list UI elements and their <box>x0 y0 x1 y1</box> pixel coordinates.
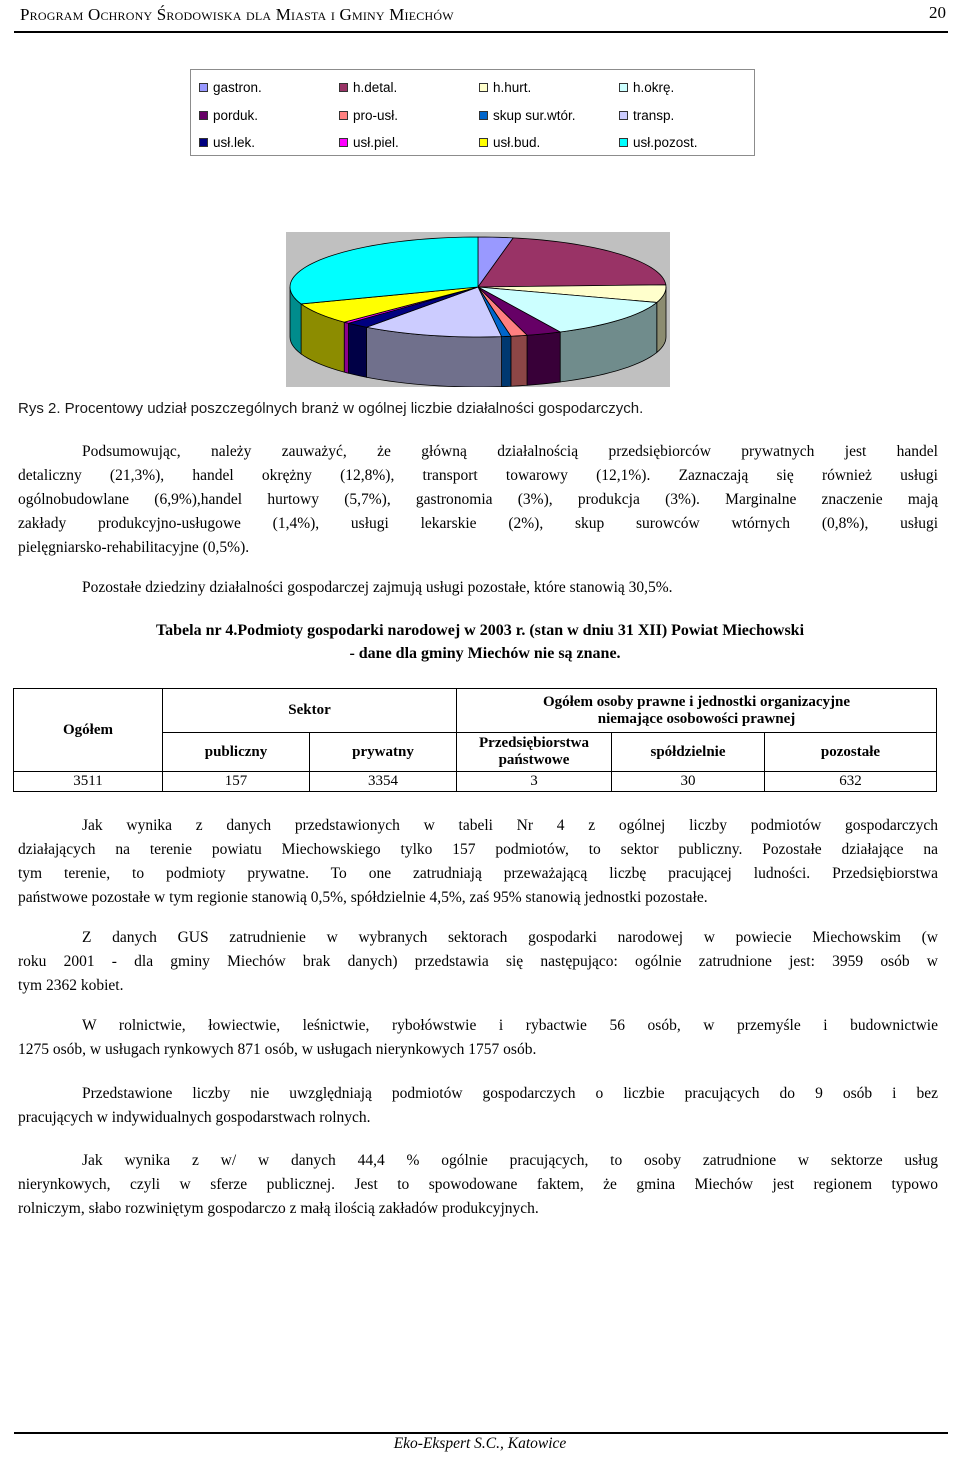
legend-label: usł.lek. <box>213 134 256 150</box>
legend-label: usł.pozost. <box>633 134 698 150</box>
paragraph-line: państwowe pozostałe w tym regionie stanowią 0,5%, spółdzielnie 4,5%, zaś 95% stanowią jednostki pozostałe. <box>18 889 708 906</box>
header-sector: Sektor <box>163 689 457 733</box>
legend-swatch <box>339 83 348 92</box>
header-state-enterprises: Przedsiębiorstwa państwowe <box>457 733 612 772</box>
legend-swatch <box>619 111 628 120</box>
paragraph-sectors <box>0 1014 960 1062</box>
pie-slice-side <box>348 323 366 377</box>
pie-slice-side <box>527 332 560 385</box>
pie-chart <box>286 232 670 387</box>
paragraph-line: Podsumowując, należy zauważyć, że główną działalnością przedsiębiorców prywatnych jest handel <box>82 443 938 460</box>
legend-swatch <box>339 138 348 147</box>
legend-item <box>339 133 399 151</box>
table-cell: 3 <box>457 772 612 792</box>
paragraph-line: roku 2001 - dla gminy Miechów brak danych) przedstawia się następująco: ogólnie zatrudnione jest: 3959 osób w <box>18 953 938 970</box>
pie-top <box>290 237 666 337</box>
paragraph-line: pielęgniarsko-rehabilitacyjne (0,5%). <box>18 539 250 556</box>
legend-item <box>339 106 398 124</box>
legend-label: porduk. <box>213 107 259 123</box>
header-cooperatives: spółdzielnie <box>612 733 765 772</box>
legend-swatch <box>199 111 208 120</box>
legend-label: pro-usł. <box>353 107 399 123</box>
paragraph-excluded <box>0 1082 960 1130</box>
header-total: Ogółem <box>14 689 163 772</box>
header-other: pozostałe <box>765 733 937 772</box>
paragraph-conclusion <box>0 1149 960 1221</box>
legend-swatch <box>479 83 488 92</box>
paragraph-line: Z danych GUS zatrudnienie w wybranych sektorach gospodarki narodowej w powiecie Miechowskim (w <box>82 929 938 946</box>
table-cell: 157 <box>163 772 310 792</box>
legend-swatch <box>479 111 488 120</box>
page-header-title: Program Ochrony Środowiska dla Miasta i Gminy Miechów <box>20 5 454 24</box>
legend-label: h.okrę. <box>633 79 675 95</box>
figure-caption: Rys 2. Procentowy udział poszczególnych branż w ogólnej liczbie działalności gospodarczych. <box>18 400 644 417</box>
footer-text: Eko-Ekspert S.C., Katowice <box>393 1435 567 1452</box>
legend-swatch <box>479 138 488 147</box>
paragraph-line: ogólnobudowlane (6,9%),handel hurtowy (5,7%), gastronomia (3%), produkcja (3%). Marginalne znaczenie mają <box>18 491 938 508</box>
page-footer <box>0 1435 960 1453</box>
paragraph-line: tym terenie, to podmioty prywatne. To one zatrudniają przeważającą liczbę pracującej ludności. Przedsiębiorstwa <box>18 865 938 882</box>
legend-item <box>199 78 262 96</box>
footer-divider <box>14 1432 948 1434</box>
paragraph-table-analysis <box>0 814 960 910</box>
header-divider <box>14 31 948 33</box>
paragraph-line: Przedstawione liczby nie uwzględniają podmiotów gospodarczych o liczbie pracujących do 9 osób i bez <box>82 1085 938 1102</box>
legend-swatch <box>199 83 208 92</box>
paragraph-summary <box>0 440 960 560</box>
table-title-subline: - dane dla gminy Miechów nie są znane. <box>349 645 621 662</box>
pie-slice-side <box>511 335 527 386</box>
header-private: prywatny <box>310 733 457 772</box>
page-number: 20 <box>929 3 946 22</box>
legend-label: h.hurt. <box>493 79 532 95</box>
paragraph-line: działających na terenie powiatu Miechowskiego tylko 157 podmiotów, to sektor publiczny. Pozostałe działające na <box>18 841 938 858</box>
legend-label: transp. <box>633 107 675 123</box>
table-cell: 3354 <box>310 772 457 792</box>
paragraph-line: zakłady produkcyjno-usługowe (1,4%), usługi lekarskie (2%), skup surowców wtórnych (0,8%), usługi <box>18 515 938 532</box>
legend-item <box>479 78 531 96</box>
legend-label: skup sur.wtór. <box>493 107 576 123</box>
chart-legend <box>190 69 755 156</box>
entities-table <box>13 688 937 792</box>
table-cell: 3511 <box>14 772 163 792</box>
pie-slice-side <box>502 336 511 386</box>
legend-label: h.detal. <box>353 79 398 95</box>
paragraph-line: detaliczny (21,3%), handel okrężny (12,8%), transport towarowy (12,1%). Zaznaczają się również usługi <box>18 467 938 484</box>
paragraph-gus-employment <box>0 926 960 998</box>
paragraph-line: Jak wynika z w/ w danych 44,4 % ogólnie pracujących, to osoby zatrudnione w sektorze usług <box>82 1152 938 1169</box>
pie-slice-side <box>344 322 348 373</box>
paragraph-line: pracujących w indywidualnych gospodarstwach rolnych. <box>18 1109 371 1126</box>
header-public: publiczny <box>163 733 310 772</box>
table-row <box>14 772 937 792</box>
legend-swatch <box>199 138 208 147</box>
legend-swatch <box>619 138 628 147</box>
legend-item <box>339 78 397 96</box>
paragraph-other-services: Pozostałe dziedziny działalności gospodarczej zajmują usługi pozostałe, które stanowią 30,5%. <box>82 579 673 596</box>
legend-label: usł.piel. <box>353 134 399 150</box>
legend-label: usł.bud. <box>493 134 541 150</box>
paragraph-line: W rolnictwie, łowiectwie, leśnictwie, rybołówstwie i rybactwie 56 osób, w przemyśle i budownictwie <box>82 1017 938 1034</box>
table-cell: 632 <box>765 772 937 792</box>
paragraph-line: Jak wynika z danych przedstawionych w tabeli Nr 4 z ogólnej liczby podmiotów gospodarczych <box>82 817 938 834</box>
legend-swatch <box>339 111 348 120</box>
legend-label: gastron. <box>213 79 262 95</box>
table-title: Tabela nr 4.Podmioty gospodarki narodowej w 2003 r. (stan w dniu 31 XII) Powiat Miechowski <box>155 622 805 639</box>
legend-item <box>479 106 576 124</box>
legend-item <box>619 133 698 151</box>
paragraph-line: tym 2362 kobiet. <box>18 977 124 994</box>
paragraph-line: nierynkowych, czyli w sferze publicznej. Jest to spowodowane faktem, że gmina Miechów jest regionem typowo <box>18 1176 938 1193</box>
table-cell: 30 <box>612 772 765 792</box>
legend-item <box>199 133 255 151</box>
paragraph-line: 1275 osób, w usługach rynkowych 871 osób, w usługach nierynkowych 1757 osób. <box>18 1041 537 1058</box>
legend-swatch <box>619 83 628 92</box>
legend-item <box>619 106 674 124</box>
paragraph-line: rolniczym, słabo rozwiniętym gospodarczo z małą ilością zakładów produkcyjnych. <box>18 1200 539 1217</box>
legend-item <box>199 106 258 124</box>
header-legal-entities: Ogółem osoby prawne i jednostki organizacyjne niemające osobowości prawnej <box>457 689 937 733</box>
legend-item <box>619 78 674 96</box>
legend-item <box>479 133 540 151</box>
